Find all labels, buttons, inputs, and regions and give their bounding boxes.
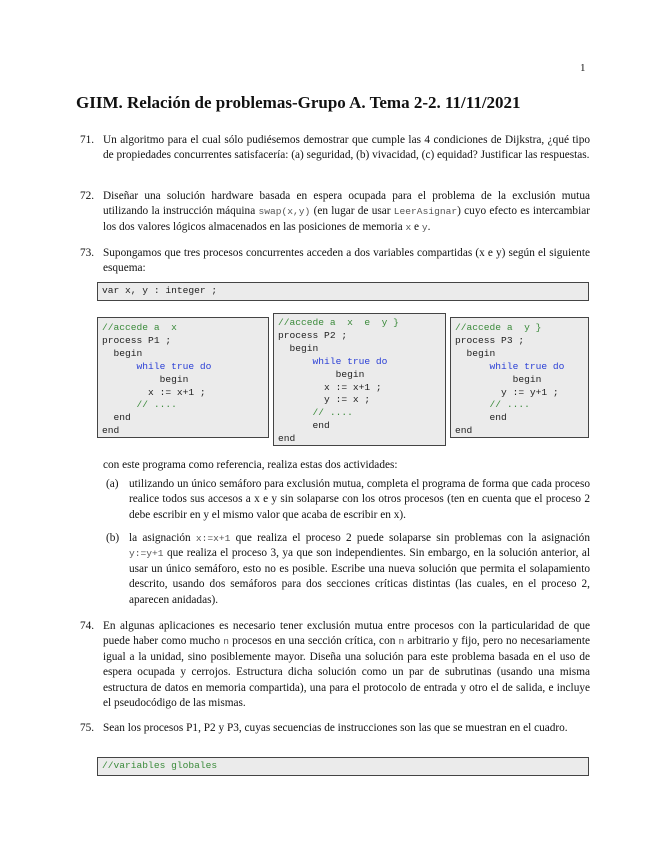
inline-code: n	[223, 636, 230, 648]
inline-code: n	[398, 636, 405, 648]
text-run: (en lugar de usar	[310, 205, 394, 218]
code-comment: //accede a x	[102, 322, 177, 333]
inline-code: x:=x+1	[195, 533, 231, 544]
problem-number: 71.	[80, 134, 95, 146]
activity-b	[106, 531, 590, 608]
problem-text: Supongamos que tres procesos concurrentes acceden a dos variables compartidas (x e y) según el siguiente esquema:	[103, 247, 590, 275]
page-number: 1	[580, 62, 586, 74]
text-run: que realiza el proceso 2 puede solaparse sin problemas con la asignación	[230, 532, 590, 544]
inline-code: y	[421, 221, 428, 233]
text-run: Diseñar una solución hardware basada en espera ocupada para el problema de la exclusión mutua utilizando la instrucción máquina	[103, 190, 590, 218]
code-comment: //variables globales	[102, 760, 218, 771]
code-line: process P3 ;	[455, 334, 525, 346]
text-run: En algunas aplicaciones es necesario tener exclusión mutua entre procesos con la particularidad de que puede haber como mucho	[103, 620, 590, 648]
text-run: la asignación	[129, 532, 196, 544]
problem-text	[103, 619, 590, 711]
problem-number: 73.	[80, 247, 95, 259]
process-p1-code	[97, 317, 269, 438]
declaration-code	[97, 282, 589, 301]
code-comment: // ....	[278, 407, 353, 419]
code-line: begin	[278, 368, 365, 380]
code-line: begin	[102, 373, 189, 385]
global-variables-code	[97, 757, 589, 776]
code-comment: //accede a y }	[455, 322, 542, 333]
text-run: .	[427, 220, 431, 233]
problem-72	[80, 189, 590, 235]
code-keyword: while true do	[455, 360, 565, 372]
code-line: process P1 ;	[102, 334, 172, 346]
code-comment: // ....	[455, 399, 530, 411]
code-line: begin	[455, 347, 496, 359]
problem-text	[103, 189, 590, 235]
problem-75	[80, 721, 590, 736]
code-line: end	[455, 425, 473, 437]
code-line: y := x ;	[278, 394, 371, 406]
code-line: end	[102, 425, 120, 437]
process-p2-code	[273, 313, 446, 446]
problem-number: 74.	[80, 620, 95, 632]
inline-code: y:=y+1	[129, 548, 164, 560]
page-title: GIIM. Relación de problemas-Grupo A. Tema 2-2. 11/11/2021	[76, 93, 521, 112]
code-line: x := x+1 ;	[278, 381, 382, 393]
process-p3-code	[450, 317, 589, 438]
code-comment: // ....	[102, 399, 177, 411]
problem-number: 72.	[80, 190, 95, 202]
problem-text: Un algoritmo para el cual sólo pudiésemos demostrar que cumple las 4 condiciones de Dijkstra, ¿qué tipo de propiedades concurrentes satisfacería: (a) seguridad, (b) vivacidad, (c) equidad? Justificar las respuestas.	[103, 134, 590, 162]
text-run: ) cuyo efecto es intercambiar los dos valores lógicos almacenados en las posiciones de memoria	[103, 205, 590, 233]
code-line: end	[102, 412, 131, 424]
text-run: que realiza el proceso 3, ya que son independientes. Sin embargo, en la solución anterior, al usar un único semáforo, esto no es posible. Escribe una nueva solución que permita el solapamiento descrito, usando dos semáforos para dos secciones críticas distintas (las cuales, en el proceso 2, aparecen anidadas).	[129, 547, 590, 606]
code-line: y := y+1 ;	[455, 386, 559, 398]
problem-text: Sean los procesos P1, P2 y P3, cuyas secuencias de instrucciones son las que se muestran en el cuadro.	[103, 722, 568, 734]
problem-71	[80, 133, 590, 164]
problem-73	[80, 246, 590, 277]
code-keyword: while true do	[102, 360, 212, 372]
text-run: procesos en una sección crítica, con	[229, 635, 399, 648]
code-line: end	[455, 412, 507, 424]
code-line: begin	[278, 342, 319, 354]
activity-text	[129, 531, 590, 608]
code-comment: //accede a x e y }	[278, 317, 399, 328]
text-run: e	[411, 220, 422, 233]
activity-text: utilizando un único semáforo para exclusión mutua, completa el programa de forma que cada proceso realice todos sus accesos a x e y sin solaparse con los otros procesos (ten en cuenta que el proceso 2 debe escribir en y el mismo valor que acaba de escribir en x).	[129, 478, 590, 521]
code-line: process P2 ;	[278, 329, 348, 341]
inline-code: LeerAsignar	[393, 206, 458, 218]
inline-code: x	[405, 221, 412, 233]
inline-code: swap(x,y)	[258, 206, 311, 218]
text-run: arbitrario y fijo, pero no necesariamente igual a la unidad, sino posiblemente mayor. Diseña una solución para este problema basada en el uso de espera ocupada y cerrojos. Estructura dicha solución como un par de subrutinas (usando una misma estructura de datos en memoria compartida), una para el protocolo de entrada y otro el de salida, e incluye el pseudocódigo de las mismas.	[103, 635, 590, 710]
code-line: var x, y : integer ;	[102, 285, 218, 296]
code-line: begin	[102, 347, 143, 359]
activity-label: (b)	[106, 532, 120, 544]
activities-intro: con este programa como referencia, realiza estas dos actividades:	[103, 459, 398, 471]
code-line: begin	[455, 373, 542, 385]
code-line: x := x+1 ;	[102, 386, 206, 398]
problem-74	[80, 619, 590, 711]
problem-number: 75.	[80, 722, 95, 734]
code-line: end	[278, 433, 296, 445]
code-keyword: while true do	[278, 355, 388, 367]
activity-a	[106, 477, 590, 523]
activity-label: (a)	[106, 478, 119, 490]
code-line: end	[278, 420, 330, 432]
